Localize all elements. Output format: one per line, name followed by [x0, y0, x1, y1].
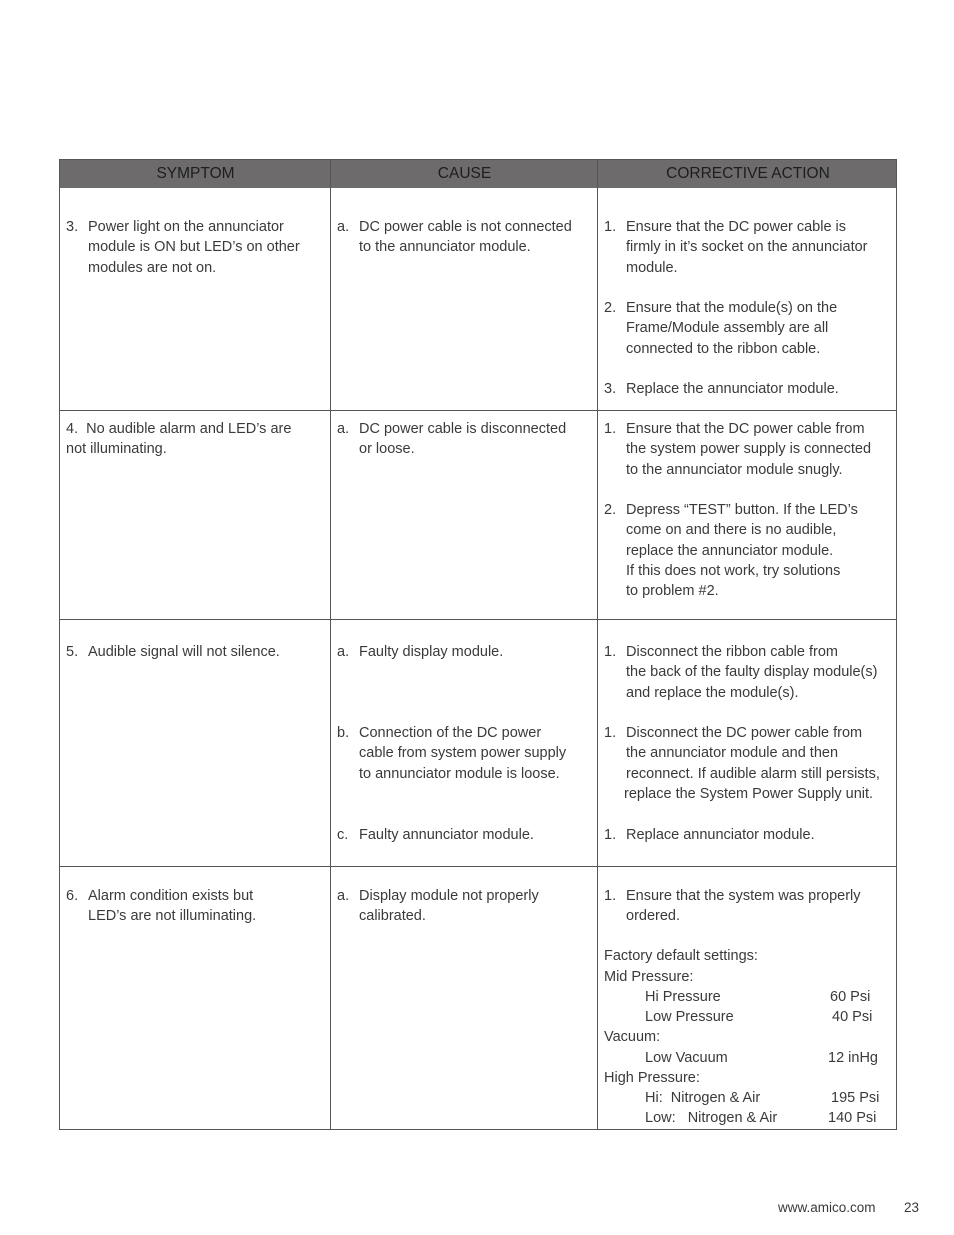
- defaults-title: Factory default settings:: [604, 948, 758, 964]
- header-symptom: SYMPTOM: [156, 165, 235, 182]
- table-header: [60, 160, 896, 188]
- row-divider: [60, 619, 896, 620]
- symptom-4: 4. No audible alarm and LED’s are not illuminating.: [66, 421, 292, 458]
- low-nitrogen-air-label: Low: Nitrogen & Air: [645, 1110, 778, 1126]
- low-nitrogen-air-value: 140 Psi: [828, 1110, 877, 1126]
- hi-pressure-value: 60 Psi: [830, 989, 871, 1005]
- column-divider: [597, 160, 598, 1129]
- vacuum-label: Vacuum:: [604, 1029, 661, 1045]
- low-pressure-label: Low Pressure: [645, 1009, 734, 1025]
- action-5b-last-line: replace the System Power Supply unit.: [624, 786, 874, 802]
- low-vacuum-label: Low Vacuum: [645, 1050, 728, 1066]
- row-divider: [60, 410, 896, 411]
- column-divider: [330, 160, 331, 1129]
- header-cause: CAUSE: [437, 165, 492, 182]
- mid-pressure-label: Mid Pressure:: [604, 969, 694, 985]
- low-pressure-value: 40 Psi: [832, 1009, 873, 1025]
- low-vacuum-value: 12 inHg: [828, 1050, 878, 1066]
- footer-url: www.amico.com: [778, 1200, 876, 1215]
- page-number: 23: [904, 1200, 920, 1215]
- header-corrective-action: CORRECTIVE ACTION: [666, 165, 830, 182]
- row-divider: [60, 866, 896, 867]
- hi-nitrogen-air-label: Hi: Nitrogen & Air: [645, 1090, 761, 1106]
- hi-nitrogen-air-value: 195 Psi: [831, 1090, 880, 1106]
- hi-pressure-label: Hi Pressure: [645, 989, 721, 1005]
- high-pressure-label: High Pressure:: [604, 1070, 700, 1086]
